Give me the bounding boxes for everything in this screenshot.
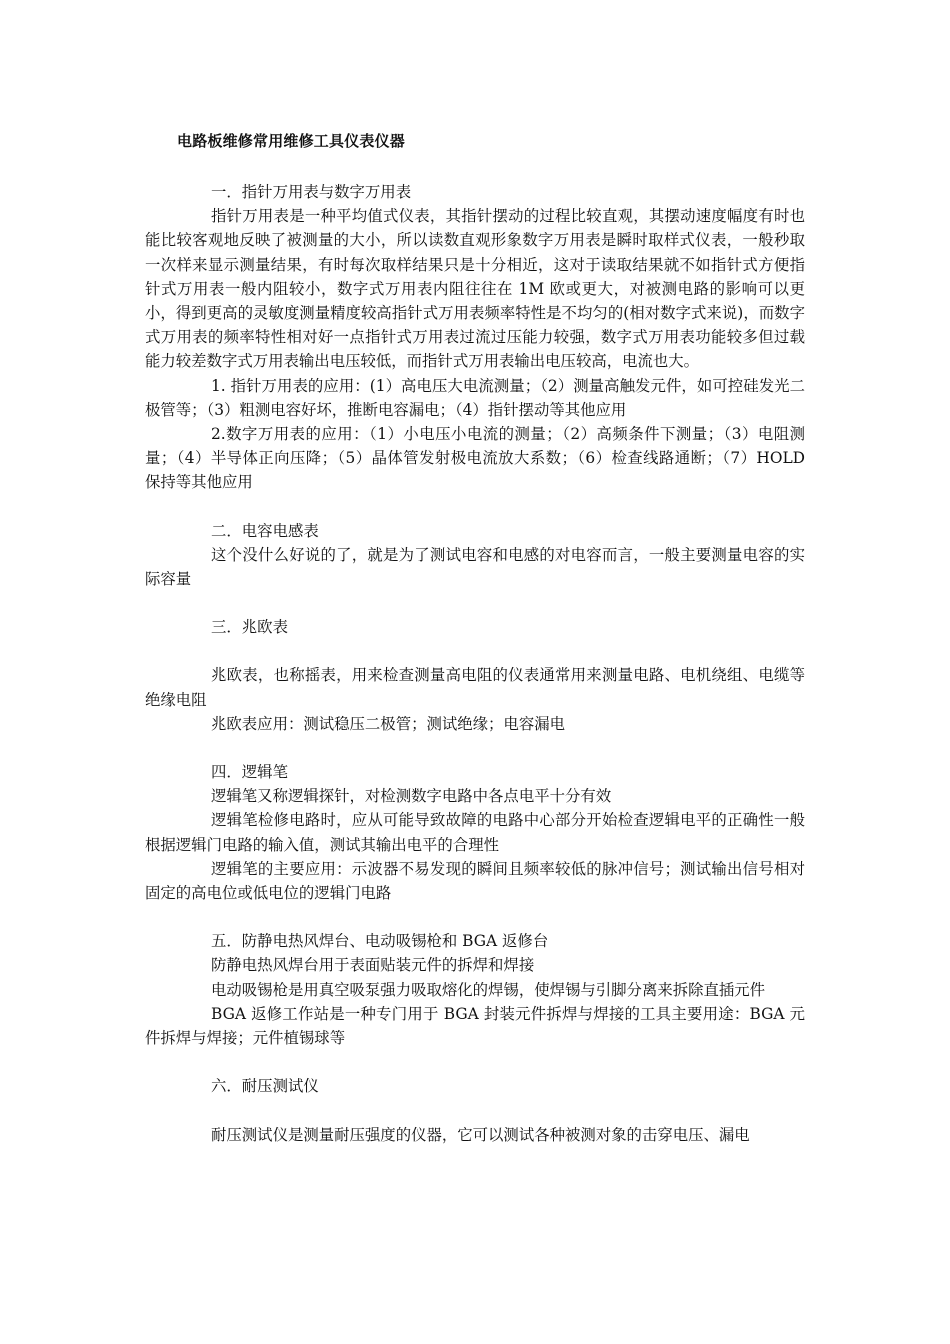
spacer	[145, 591, 805, 615]
spacer	[145, 495, 805, 519]
section-heading-1: 一．指针万用表与数字万用表	[211, 183, 412, 201]
paragraph: 逻辑笔又称逻辑探针，对检测数字电路中各点电平十分有效	[211, 787, 612, 806]
paragraph: 逻辑笔检修电路时，应从可能导致故障的电路中心部分开始检查逻辑电平的正确性一般根据逻辑门电路的输入值，测试其输出电平的合理性	[145, 811, 805, 854]
document-title: 电路板维修常用维修工具仪表仪器	[177, 132, 406, 150]
section-heading-2: 二．电容电感表	[211, 521, 319, 540]
spacer	[145, 1099, 805, 1123]
document-body	[145, 180, 805, 1147]
paragraph: 这个没什么好说的了，就是为了测试电容和电感的对电容而言，一般主要测量电容的实际容量	[145, 545, 805, 589]
section-heading-6: 六．耐压测试仪	[211, 1077, 319, 1096]
spacer	[145, 639, 805, 663]
section-heading-3: 三．兆欧表	[211, 618, 288, 637]
paragraph: 防静电热风焊台用于表面贴装元件的拆焊和焊接	[211, 956, 535, 975]
paragraph: 1. 指针万用表的应用：(1）高电压大电流测量；（2）测量高触发元件，如可控硅发光二极管等；（3）粗测电容好坏，推断电容漏电；（4）指针摆动等其他应用	[145, 376, 805, 419]
paragraph: 耐压测试仪是测量耐压强度的仪器，它可以测试各种被测对象的击穿电压、漏电	[211, 1125, 750, 1144]
spacer	[145, 1050, 805, 1074]
paragraph: 逻辑笔的主要应用：示波器不易发现的瞬间且频率较低的脉冲信号；测试输出信号相对固定的高电位或低电位的逻辑门电路	[145, 859, 805, 903]
section-heading-5: 五．防静电热风焊台、电动吸锡枪和 BGA 返修台	[211, 932, 549, 951]
paragraph: 电动吸锡枪是用真空吸泵强力吸取熔化的焊锡，使焊锡与引脚分离来拆除直插元件	[211, 980, 766, 999]
spacer	[145, 736, 805, 760]
paragraph: BGA 返修工作站是一种专门用于 BGA 封装元件拆焊与焊接的工具主要用途：BGA 元件拆焊与焊接；元件植锡球等	[145, 1004, 805, 1048]
paragraph: 兆欧表，也称摇表，用来检查测量高电阻的仪表通常用来测量电路、电机绕组、电缆等绝缘电阻	[145, 666, 805, 709]
section-heading-4: 四．逻辑笔	[211, 763, 288, 782]
paragraph: 指针万用表是一种平均值式仪表，其指针摆动的过程比较直观，其摆动速度幅度有时也能比较客观地反映了被测量的大小，所以读数直观形象数字万用表是瞬时取样式仪表，一般秒取一次样来显示测量结果，有时每次取样结果只是十分相近，这对于读取结果就不如指针式方便指针式万用表一般内阻较小，数字式万用表内阻往往在 1M 欧或更大，对被测电路的影响可以更小，得到更高的灵敏度测量精度较高指针式万用表频率特性是不均匀的(相对数字式来说)，而数字式万用表的频率特性相对好一点指针式万用表过流过压能力较强，数字式万用表功能较多但过载能力较差数字式万用表输出电压较低，而指针式万用表输出电压较高，电流也大。	[145, 207, 805, 371]
paragraph: 2.数字万用表的应用：（1）小电压小电流的测量；（2）高频条件下测量；（3）电阻测量；（4）半导体正向压降；（5）晶体管发射极电流放大系数；（6）检查线路通断；（7）HOLD 保持等其他应用	[145, 425, 805, 492]
paragraph: 兆欧表应用：测试稳压二极管；测试绝缘；电容漏电	[211, 714, 565, 733]
spacer	[145, 905, 805, 929]
